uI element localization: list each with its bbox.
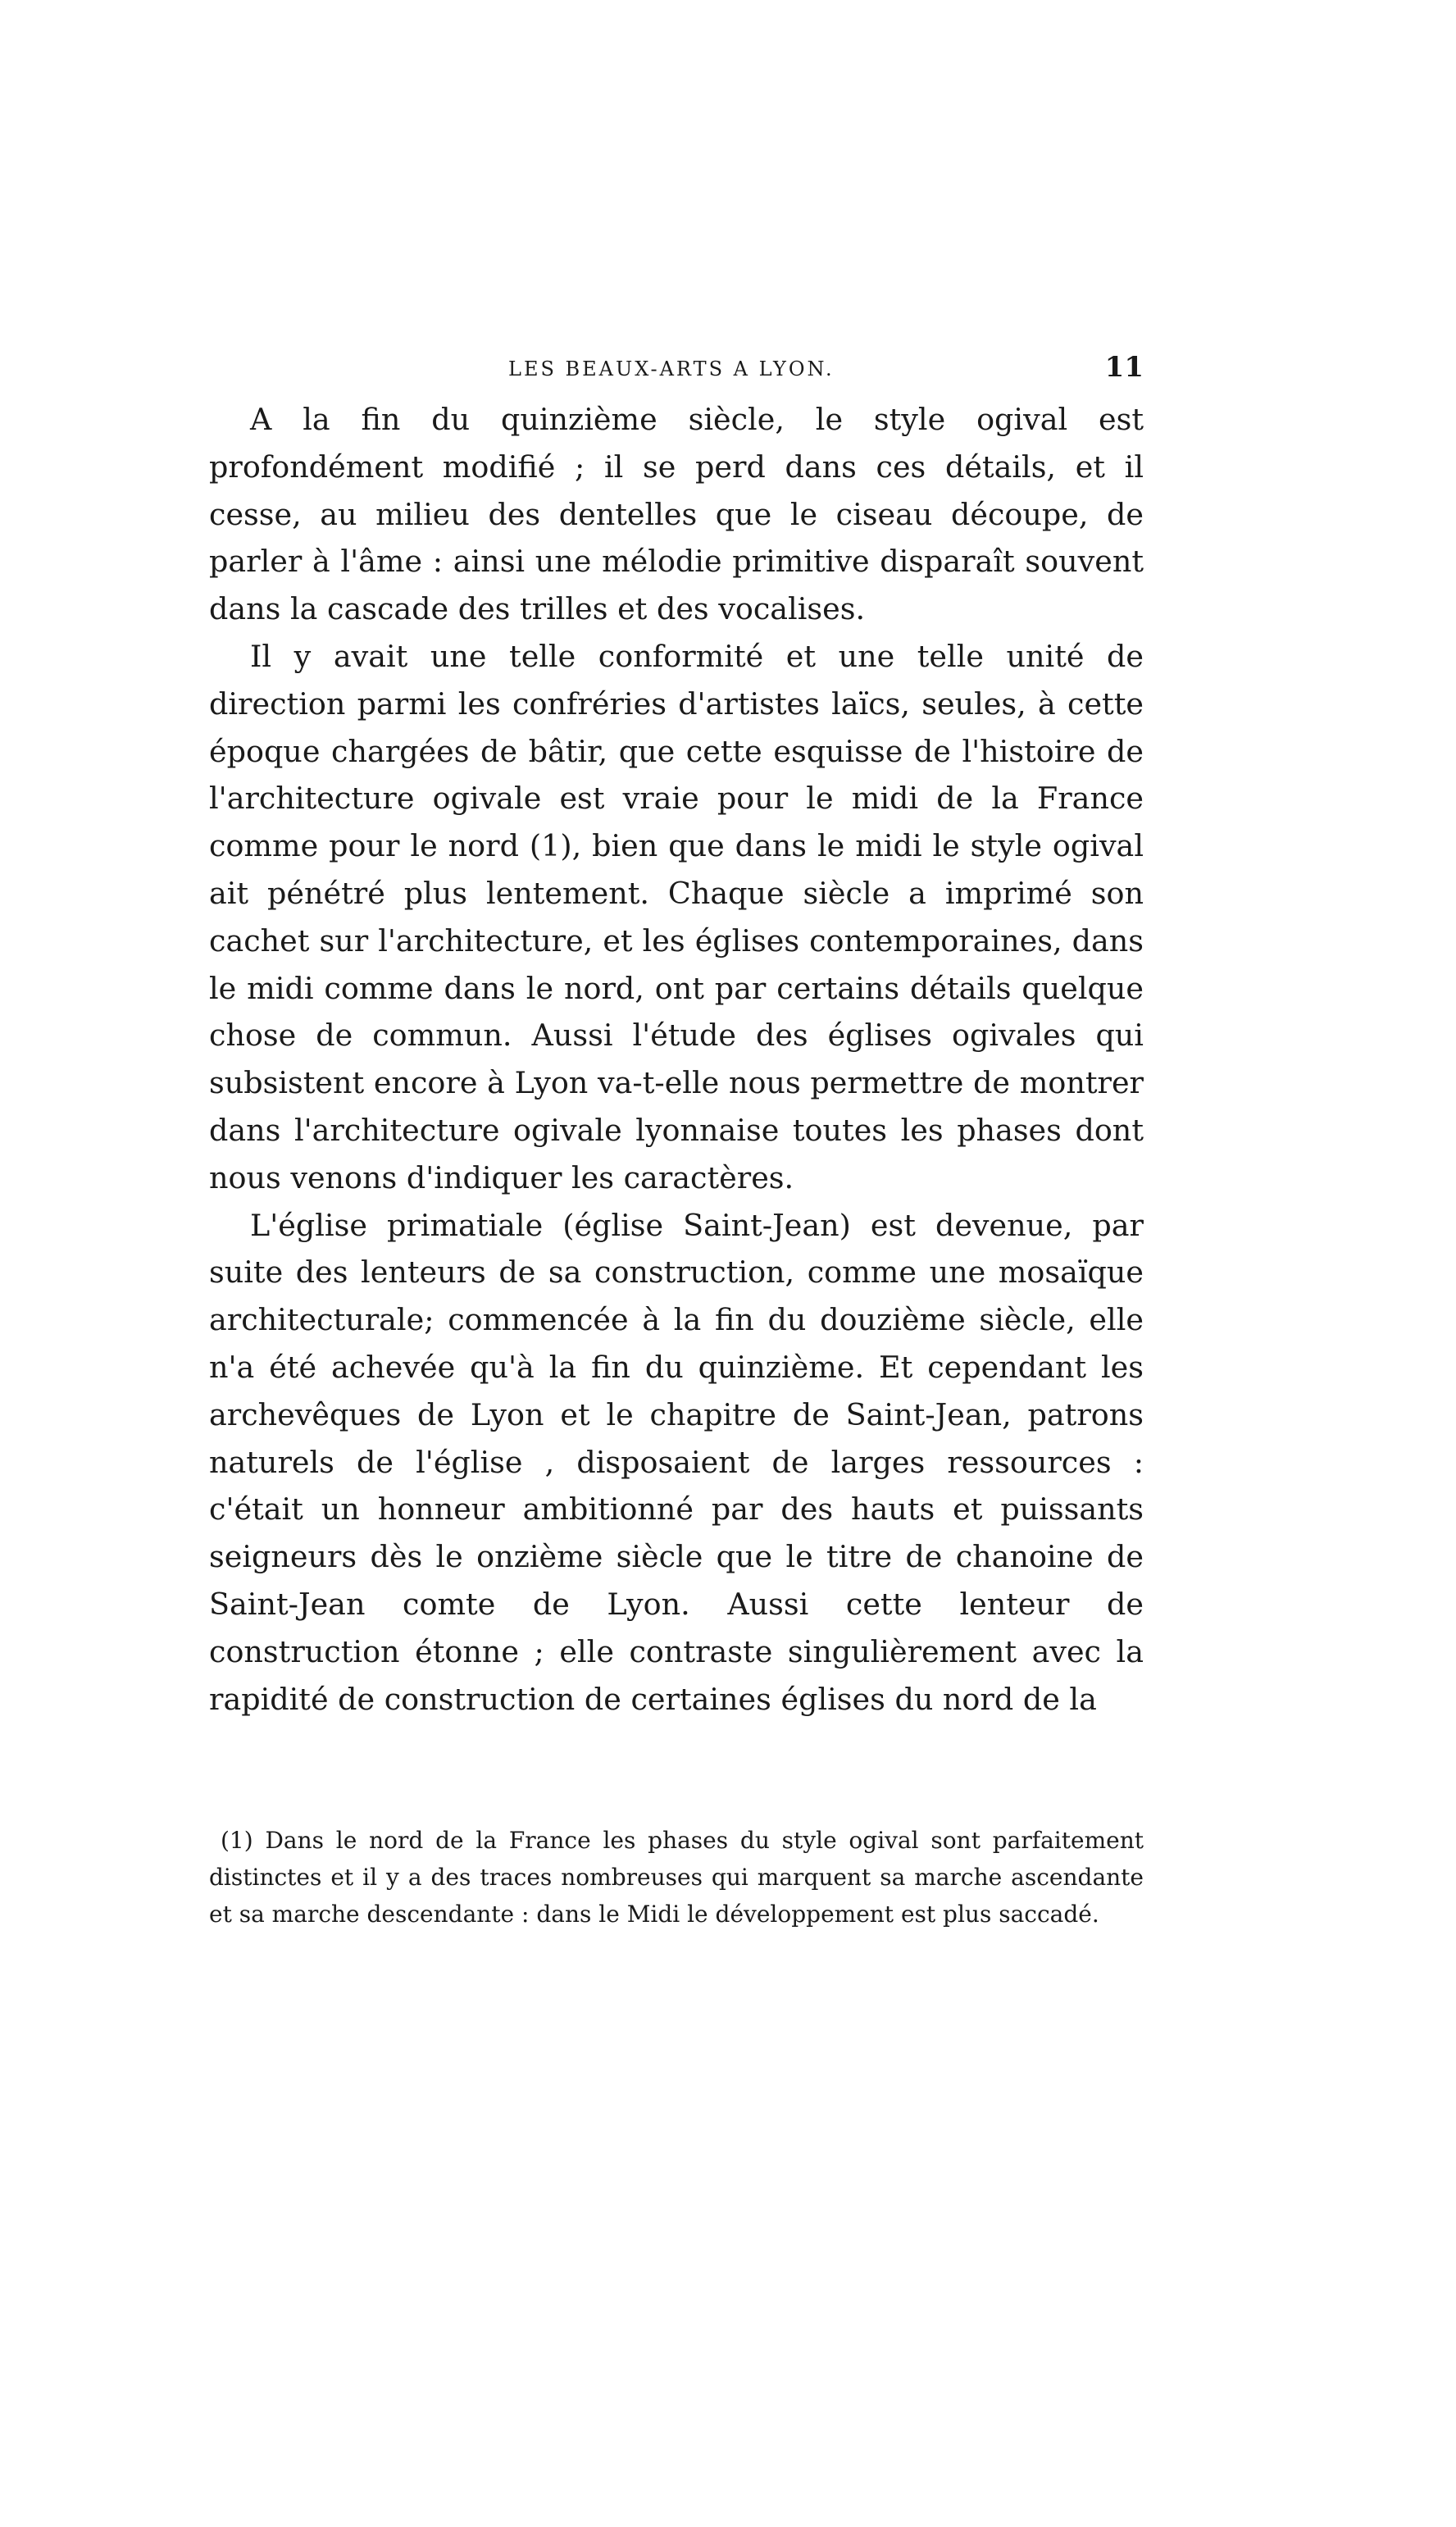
paragraph: L'église primatiale (église Saint-Jean) est devenue, par suite des lenteurs de sa construction, comme une mosaïque architecturale; commencée à la fin du douzième siècle, elle n'a été achevée qu'à la fin du quinzième. Et cependant les archevêques de Lyon et le chapitre de Saint-Jean, patrons naturels de l'église , disposaient de larges ressources : c'était un honneur ambitionné par des hauts et puissants seigneurs dès le onzième siècle que le titre de chanoine de Saint-Jean comte de Lyon. Aussi cette lenteur de construction étonne ; elle contraste singulièrement avec la rapidité de construction de certaines églises du nord de la [209, 1207, 1144, 1717]
body-text [209, 396, 1144, 1723]
paragraph: A la fin du quinzième siècle, le style ogival est profondément modifié ; il se perd dans ces détails, et il cesse, au milieu des dentelles que le ciseau découpe, de parler à l'âme : ainsi une mélodie primitive disparaît souvent dans la cascade des trilles et des vocalises. [209, 402, 1144, 627]
paragraph: Il y avait une telle conformité et une telle unité de direction parmi les confréries d'artistes laïcs, seules, à cette époque chargées de bâtir, que cette esquisse de l'histoire de l'architecture ogivale est vraie pour le midi de la France comme pour le nord (1), bien que dans le midi le style ogival ait pénétré plus lentement. Chaque siècle a imprimé son cachet sur l'architecture, et les églises contemporaines, dans le midi comme dans le nord, ont par certains détails quelque chose de commun. Aussi l'étude des églises ogivales qui subsistent encore à Lyon va-t-elle nous permettre de montrer dans l'architecture ogivale lyonnaise toutes les phases dont nous venons d'indiquer les caractères. [209, 638, 1144, 1195]
footnote [209, 1822, 1144, 1933]
footnote-text: (1) Dans le nord de la France les phases du style ogival sont parfaitement distinctes et il y a des traces nombreuses qui marquent sa marche ascendante et sa marche descendante : dans le Midi le développement est plus saccadé. [209, 1827, 1144, 1928]
running-title: LES BEAUX-ARTS A LYON. [508, 357, 835, 380]
page-header [209, 351, 1144, 384]
page-number: 11 [1104, 351, 1144, 384]
